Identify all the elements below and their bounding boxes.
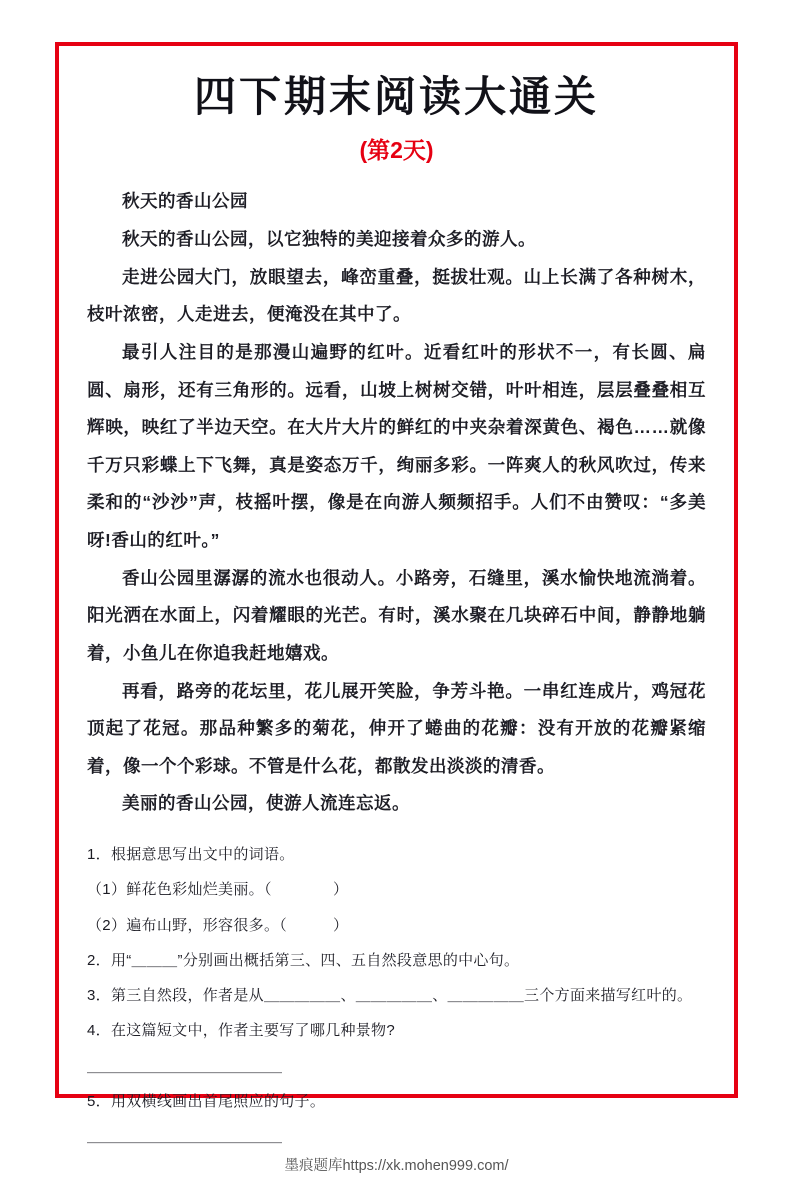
passage-paragraph: 美丽的香山公园，使游人流连忘返。 [122, 793, 410, 814]
passage-paragraph: 最引人注目的是那漫山遍野的红叶。近看红叶的形状不一，有长圆、扁圆、扇形，还有三角形的。远看，山坡上树树交错，叶叶相连，层层叠叠相互辉映，映红了半边天空。在大片大片的鲜红的中夹杂着深黄色、褐色……就像千万只彩蝶上下飞舞，真是姿态万千，绚丽多彩。一阵爽人的秋风吹过，传来柔和的“沙沙”声，枝摇叶摆，像是在向游人频频招手。人们不由赞叹：“多美呀!香山的红叶。” [87, 341, 706, 551]
passage-paragraph: 走进公园大门，放眼望去，峰峦重叠，挺拔壮观。山上长满了各种树木，枝叶浓密，人走进去，便淹没在其中了。 [87, 266, 706, 325]
answer-blank-line: ＿＿＿＿＿＿＿＿＿＿＿＿＿ [87, 1057, 283, 1075]
question-line: 2．用“＿＿＿”分别画出概括第三、四、五自然段意思的中心句。 [87, 951, 520, 969]
question-section [87, 837, 706, 1154]
question-sub-line: （2）遍布山野，形容很多。（ ） [87, 916, 349, 934]
question-sub-line: （1）鲜花色彩灿烂美丽。（ ） [87, 881, 349, 899]
reading-passage [87, 183, 706, 823]
question-line: 5．用双横线画出首尾照应的句子。 [87, 1092, 326, 1110]
question-line: 1．根据意思写出文中的词语。 [87, 846, 295, 864]
answer-blank-line: ＿＿＿＿＿＿＿＿＿＿＿＿＿ [87, 1128, 283, 1146]
question-line: 4．在这篇短文中，作者主要写了哪几种景物? [87, 1022, 395, 1040]
page-subtitle: (第2天) [359, 137, 434, 164]
passage-paragraph: 香山公园里潺潺的流水也很动人。小路旁，石缝里，溪水愉快地流淌着。阳光洒在水面上，闪着耀眼的光芒。有时，溪水聚在几块碎石中间，静静地躺着，小鱼儿在你追我赶地嬉戏。 [87, 567, 706, 663]
passage-paragraph: 再看，路旁的花坛里，花儿展开笑脸，争芳斗艳。一串红连成片，鸡冠花顶起了花冠。那品种繁多的菊花，伸开了蜷曲的花瓣：没有开放的花瓣紧缩着，像一个个彩球。不管是什么花，都散发出淡淡的清香。 [87, 680, 706, 776]
footer-watermark: 墨痕题库https://xk.mohen999.com/ [284, 1158, 509, 1175]
passage-paragraph: 秋天的香山公园，以它独特的美迎接着众多的游人。 [122, 229, 536, 250]
question-line: 3．第三自然段，作者是从＿＿＿＿＿、＿＿＿＿＿、＿＿＿＿＿三个方面来描写红叶的。 [87, 987, 693, 1005]
page-title: 四下期末阅读大通关 [193, 73, 599, 120]
passage-heading: 秋天的香山公园 [122, 191, 248, 212]
page-border [55, 42, 738, 1175]
